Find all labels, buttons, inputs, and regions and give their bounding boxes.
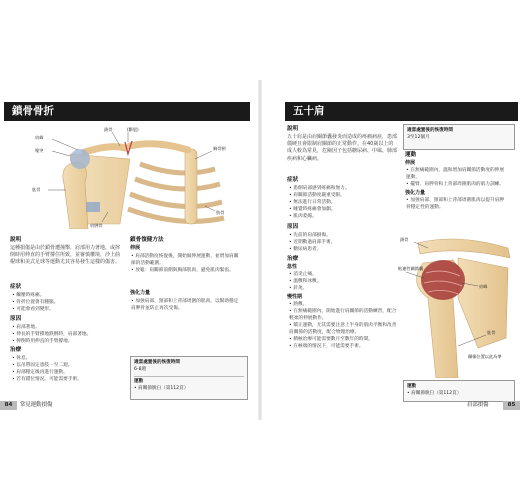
- list-item: • 肌肉萎縮。: [289, 213, 397, 220]
- list-item: • 在極端的情況下，可能需要手術。: [289, 343, 399, 350]
- label-fracture: (斷裂): [127, 127, 139, 132]
- section-heading: 症狀: [10, 284, 22, 290]
- page-title: 鎖骨骨折: [4, 102, 250, 121]
- list-item: • 積極治療可能需要數月至數年的時間。: [289, 336, 399, 343]
- left-page: [0, 0, 257, 500]
- clavicle-medial: [130, 144, 188, 150]
- list-item: • 可能會看到變形。: [12, 306, 120, 313]
- clavicle-lateral: [85, 147, 125, 152]
- section-heading: 原因: [10, 316, 22, 322]
- causes-list: [12, 324, 120, 345]
- list-item: • 以吊帶固定患肢一至二週。: [12, 362, 120, 369]
- treatment-list: [12, 355, 120, 383]
- related-item: • 肩關節脫臼（第112頁）: [407, 390, 462, 396]
- acute-list: [289, 271, 397, 292]
- recovery-title: 適當處置後的恢復時間: [407, 128, 453, 133]
- list-item: • 休息。: [12, 355, 120, 362]
- recovery-title: 適當處置後的恢復時間: [134, 360, 180, 365]
- list-item: • 在無痛範圍內，開始進行肩關節的活動練習，配合輕柔的伸展動作。: [289, 308, 399, 322]
- label-clavicle: 鎖骨: [400, 237, 409, 242]
- list-item: • 加強肩部、頸部和上背部周圍的肌肉，以幫助穩定肩胛骨並防止再次受傷。: [131, 298, 243, 312]
- rehab-strength-list: [406, 197, 508, 211]
- list-item: • 肩部穩定後再進行運動。: [12, 369, 120, 376]
- symptoms-list: [289, 185, 397, 220]
- description-text: 這種損傷是由於鎖骨遭撞擊，肩部用力著地，或摔倒時用伸直的手臂撐住所致，並審慎權境，沙上曲棍球和美式足球等運動尤其容易發生這樣的傷害。: [10, 245, 121, 266]
- right-page: [263, 0, 520, 500]
- subheading: 強化力量: [130, 290, 151, 296]
- label-coracoid: 喙突: [35, 148, 44, 153]
- list-item: • 觸壓時疼痛。: [12, 292, 120, 299]
- subheading: 慢性期: [287, 294, 303, 300]
- list-item: • 摔倒時用伸直的手臂撐地。: [12, 338, 120, 345]
- frozen-shoulder-illustration: [398, 228, 516, 378]
- chronic-list: [289, 301, 399, 350]
- list-item: • 糖尿病患者。: [289, 246, 397, 253]
- symptoms-list: [12, 292, 120, 313]
- page-number: 85: [503, 401, 520, 410]
- section-heading: 說明: [10, 237, 22, 243]
- recovery-time: 6-8週: [134, 366, 147, 372]
- related-heading: 運動: [407, 384, 417, 389]
- rehab-strength-list: [131, 298, 243, 312]
- list-item: • 針灸。: [289, 285, 397, 292]
- list-item: • 先前的肩部損傷。: [289, 232, 397, 239]
- label-clavicle: 鎖骨: [104, 127, 113, 132]
- causes-list: [289, 232, 397, 253]
- subheading: 強化力量: [405, 190, 426, 196]
- section-heading: 說明: [287, 126, 299, 132]
- section-heading: 治療: [287, 256, 299, 262]
- book-gutter: [258, 80, 262, 420]
- list-item: • 伸長的手臂撐地跌倒時，肩部著地。: [12, 331, 120, 338]
- clavicle-shape: [418, 239, 510, 258]
- list-item: • 肩部活動度恢復後，開始做伸展運動，並增加肩關節的活動範圍。: [131, 253, 243, 267]
- subheading: 急性: [287, 264, 298, 270]
- subheading: 伸展: [405, 160, 416, 166]
- list-item: • 骨折位置會有腫脹。: [12, 299, 120, 306]
- list-item: • 在無痛範圍內，溫和增加肩關節活動度的伸展運動。: [406, 167, 508, 181]
- related-heading: 運動: [134, 379, 144, 384]
- subheading: 伸展: [130, 245, 141, 251]
- list-item: • 若有錯位情況，可能需要手術。: [12, 376, 120, 383]
- page-number: 84: [0, 401, 17, 410]
- recovery-box: [130, 356, 248, 400]
- recovery-time: 3至12個月: [407, 134, 430, 140]
- label-humerus: 肱骨: [32, 187, 41, 192]
- recovery-box: [403, 124, 515, 150]
- label-capsule: 粘連性關節囊: [398, 266, 424, 271]
- rehab-stretch-list: [406, 167, 508, 188]
- running-head: 常見運動損傷: [20, 402, 53, 408]
- section-heading: 運動: [405, 152, 417, 158]
- list-item: • 放鬆：肩關節前側與胸部肌肉，避免肌肉緊張。: [131, 267, 243, 274]
- label-acromion: 肩峰: [479, 284, 488, 289]
- related-item: • 肩關節脫臼（第112頁）: [134, 385, 189, 391]
- list-item: • 擺臂、肩胛骨和上背部周圍肌肉的肌力訓練。: [406, 181, 508, 188]
- related-box: [403, 380, 515, 402]
- page-title: 五十肩: [285, 102, 518, 121]
- list-item: • 睡覺時疼痛會加劇。: [289, 206, 397, 213]
- label-sternum: 胸骨柄: [213, 146, 226, 151]
- list-item: • 肩部著地。: [12, 324, 120, 331]
- humerus-shape: [63, 162, 88, 229]
- inflamed-capsule: [421, 260, 465, 300]
- list-item: • 矯正運動，尤其需要注意上半身的肌肉平衡和改善肩關節的活動度，配合物理治療。: [289, 322, 399, 336]
- list-item: • 患側肩部感到疼痛和無力。: [289, 185, 397, 192]
- list-item: • 肩關節活動度嚴重受限。: [289, 192, 397, 199]
- section-heading: 症狀: [287, 177, 299, 183]
- label-scapula: 肩胛骨: [90, 223, 103, 228]
- label-rib: 肋骨: [216, 210, 225, 215]
- section-heading: 原因: [287, 224, 299, 230]
- list-item: • 熱敷。: [289, 301, 399, 308]
- list-item: • 無法進行日常活動。: [289, 199, 397, 206]
- list-item: • 近期動過肩部手術。: [289, 239, 397, 246]
- section-heading: 鎖骨復健方法: [130, 237, 164, 243]
- sternum-shape: [185, 149, 197, 224]
- label-caption: 攝像位置以此為準: [468, 354, 502, 359]
- list-item: • 加強肩部、頸部和上背部周圍肌肉以提升肩胛骨穩定性的運動。: [406, 197, 508, 211]
- description-text: 五十肩是由肩關節囊發炎而造成的疼痛病症，患部僵硬且會限制肩關節的正常動作。在40歲以上的成人較為常見，危險因子包括糖尿病、中風、肺部疾病和心臟病。: [287, 134, 398, 162]
- list-item: • 消炎止痛。: [289, 271, 397, 278]
- clavicle-illustration: [30, 124, 240, 229]
- label-humerus: 肱骨: [487, 330, 496, 335]
- rehab-stretch-list: [131, 253, 243, 274]
- running-head: 肩部損傷: [467, 402, 489, 408]
- list-item: • 溫敷和冰敷。: [289, 278, 397, 285]
- label-shoulder-peak: 肩峰: [35, 135, 44, 140]
- section-heading: 治療: [10, 347, 22, 353]
- scapula-shape: [458, 258, 508, 348]
- rib-cage: [128, 164, 224, 221]
